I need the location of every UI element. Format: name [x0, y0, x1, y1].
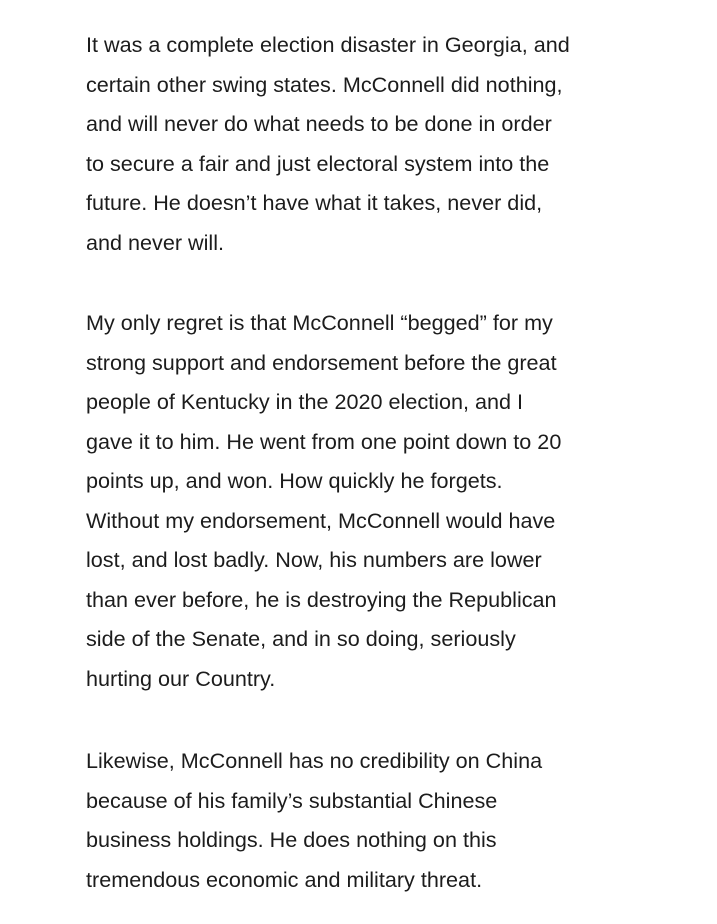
text-line: Likewise, McConnell has no credibility on China [86, 748, 543, 773]
paragraph-3 [86, 741, 706, 899]
text-line: side of the Senate, and in so doing, seriously [86, 626, 516, 651]
text-line: My only regret is that McConnell “begged” for my [86, 310, 553, 335]
text-line: certain other swing states. McConnell did nothing, [86, 71, 563, 97]
text-line: gave it to him. He went from one point down to 20 [86, 428, 562, 454]
text-line: future. He doesn’t have what it takes, never did, [86, 190, 543, 215]
text-line: tremendous economic and military threat. [86, 866, 483, 892]
text-line: Without my endorsement, McConnell would have [86, 507, 556, 533]
paragraph-1 [86, 25, 706, 262]
text-line: people of Kentucky in the 2020 election, and I [86, 389, 523, 414]
paragraph-2 [86, 303, 706, 698]
text-line: than ever before, he is destroying the Republican [86, 586, 557, 612]
text-line: points up, and won. How quickly he forgets. [86, 468, 503, 493]
text-line: hurting our Country. [86, 665, 276, 691]
text-line: strong support and endorsement before the great [86, 349, 557, 375]
text-line: and never will. [86, 229, 225, 255]
text-line: lost, and lost badly. Now, his numbers are lower [86, 547, 542, 572]
text-line: to secure a fair and just electoral system into the [86, 150, 550, 176]
text-line: business holdings. He does nothing on this [86, 827, 497, 852]
text-line: because of his family’s substantial Chinese [86, 787, 498, 813]
text-line: and will never do what needs to be done in order [86, 111, 552, 136]
text-line: It was a complete election disaster in Georgia, and [86, 32, 570, 57]
